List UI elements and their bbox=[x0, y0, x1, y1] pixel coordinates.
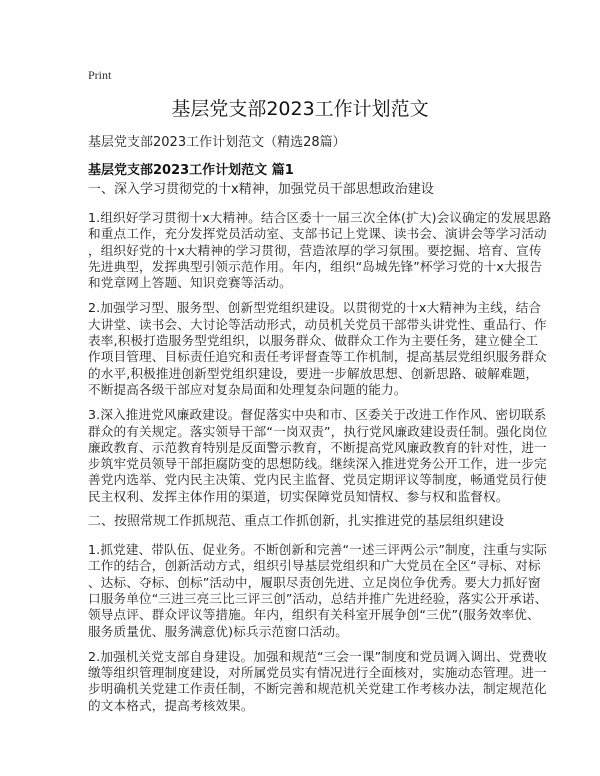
paragraph-line: 服务质量优、服务满意优)标兵示范窗口活动。 bbox=[88, 623, 348, 639]
paragraph bbox=[88, 542, 548, 640]
paragraph-line: 民主权利、发挥主体作用的渠道，切实保障党员知情权、参与权和监督权。 bbox=[88, 488, 509, 504]
paragraph-line: 的水平,积极推进创新型党组织建设，要进一步解放思想、创新思路、破解难题， bbox=[88, 365, 539, 381]
paragraph-line: 和重点工作，充分发挥党员活动室、支部书记上党课、读书会、演讲会等学习活动 bbox=[88, 226, 547, 242]
paragraph-line: 善党内选举、党内民主决策、党内民主监督、党员定期评议等制度，畅通党员行使 bbox=[88, 472, 547, 488]
paragraph-line: 1.抓党建、带队伍、促业务。不断创新和完善“一述三评两公示”制度，注重与实际 bbox=[88, 542, 547, 558]
print-link[interactable]: Print bbox=[88, 68, 112, 82]
paragraph-line: 作项目管理、目标责任追究和责任考评督查等工作机制，提高基层党组织服务群众 bbox=[88, 349, 547, 365]
section-heading: 一、深入学习贯彻党的十x精神，加强党员干部思想政治建设 bbox=[88, 182, 434, 197]
document-body bbox=[88, 182, 552, 723]
paragraph-line: 缴等组织管理制度建设，对所属党员实有情况进行全面核对，实施动态管理。进一 bbox=[88, 665, 547, 681]
paragraph-line: 、达标、夺标、创标”活动中，履职尽责创先进、立足岗位争优秀。要大力抓好窗 bbox=[88, 574, 541, 590]
paragraph-line: 廉政教育、示范教育特别是反面警示教育，不断提高党风廉政教育的针对性，进一 bbox=[88, 439, 547, 455]
paragraph-line: 的文本格式，提高考核效果。 bbox=[88, 697, 254, 713]
paragraph-line: 3.深入推进党风廉政建设。督促落实中央和市、区委关于改进工作作风、密切联系 bbox=[88, 407, 547, 423]
paragraph-line: 2.加强学习型、服务型、创新型党组织建设。以贯彻党的十x大精神为主线，结合 bbox=[88, 300, 542, 316]
document-title: 基层党支部2023工作计划范文 bbox=[171, 98, 429, 120]
paragraph-line: ，组织好党的十x大精神的学习贯彻，营造浓厚的学习氛围。要挖掘、培育、宣传 bbox=[88, 242, 542, 258]
article-heading: 基层党支部2023工作计划范文 篇1 bbox=[88, 163, 294, 178]
paragraph-line: 大讲堂、读书会、大讨论等活动形式，动员机关党员干部带头讲党性、重品行、作 bbox=[88, 316, 547, 332]
paragraph bbox=[88, 407, 548, 505]
paragraph-line: 2.加强机关党支部自身建设。加强和规范“三会一课”制度和党员调入调出、党费收 bbox=[88, 648, 547, 664]
paragraph-line: 步明确机关党建工作责任制，不断完善和规范机关党建工作考核办法，制定规范化 bbox=[88, 681, 547, 697]
paragraph-line: 口服务单位“三进三亮三比三评三创”活动，总结并推广先进经验，落实公开承诺、 bbox=[88, 590, 548, 606]
document-subtitle: 基层党支部2023工作计划范文（精选28篇） bbox=[88, 135, 346, 150]
paragraph-line: 领导点评、群众评议等措施。年内，组织有关科室开展争创“三优”(服务效率优、 bbox=[88, 607, 540, 623]
paragraph-line: 表率,积极打造服务型党组织，以服务群众、做群众工作为主要任务，建立健全工 bbox=[88, 333, 539, 349]
paragraph-line: 不断提高各级干部应对复杂局面和处理复杂问题的能力。 bbox=[88, 381, 407, 397]
paragraph-line: 步筑牢党员领导干部拒腐防变的思想防线。继续深入推进党务公开工作，进一步完 bbox=[88, 456, 547, 472]
paragraph-line: 和党章网上答题、知识竞赛等活动。 bbox=[88, 275, 292, 291]
section-heading: 二、按照常规工作抓规范、重点工作抓创新，扎实推进党的基层组织建设 bbox=[88, 514, 505, 530]
paragraph-line: 工作的结合，创新活动方式，组织引导基层党组织和广大党员在全区“寻标、对标 bbox=[88, 558, 541, 574]
paragraph-line: 群众的有关规定。落实领导干部“一岗双责”，执行党风廉政建设责任制。强化岗位 bbox=[88, 423, 548, 439]
paragraph bbox=[88, 648, 547, 714]
paragraph-line: 1.组织好学习贯彻十x大精神。结合区委十一届三次全体(扩大)会议确定的发展思路 bbox=[88, 210, 552, 225]
paragraph-line: 先进典型，发挥典型引领示范作用。年内，组织“岛城先锋”杯学习党的十x大报告 bbox=[88, 258, 543, 274]
paragraph bbox=[88, 300, 547, 398]
paragraph bbox=[88, 210, 552, 291]
